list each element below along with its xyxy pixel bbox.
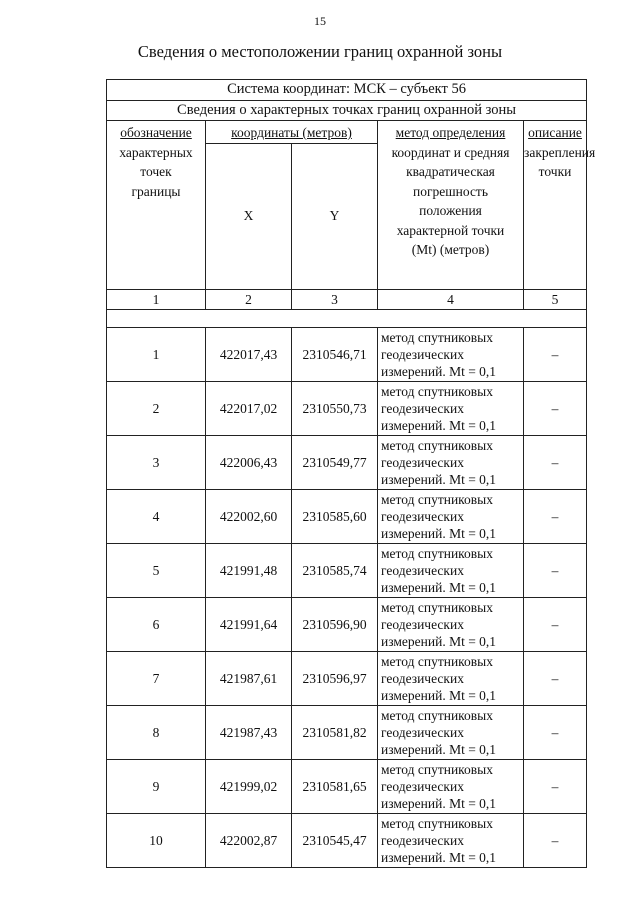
method-line: метод спутниковых [381,546,493,561]
method-cell [378,814,524,868]
y-coordinate-cell: 2310550,73 [292,382,378,436]
y-coordinate-cell: 2310581,82 [292,706,378,760]
table-row [107,652,587,706]
page-number: 15 [314,14,326,28]
header-method: метод определения координат и средняя квадратическая погрешность положения характерной точки (Mt) (метров) [378,121,524,290]
table-row [107,598,587,652]
point-id-cell: 7 [107,652,206,706]
method-line: метод спутниковых [381,330,493,345]
x-coordinate-cell: 422017,43 [206,328,292,382]
point-id-cell: 9 [107,760,206,814]
header-y: Y [292,143,378,289]
method-line: измерений. Mt = 0,1 [381,364,497,379]
method-cell [378,706,524,760]
y-coordinate-cell: 2310596,90 [292,598,378,652]
x-coordinate-cell: 421987,61 [206,652,292,706]
column-number: 3 [292,289,378,310]
fixing-description-cell: – [524,652,587,706]
method-line: метод спутниковых [381,384,493,399]
method-cell [378,652,524,706]
method-line: метод спутниковых [381,708,493,723]
y-coordinate-cell: 2310585,74 [292,544,378,598]
header-fixing-description: описание закрепления точки [524,121,587,290]
header-point-designation: обозначение характерных точек границы [107,121,206,290]
method-line: геодезических [381,563,464,578]
method-line: метод спутниковых [381,654,493,669]
empty-row [107,310,587,328]
y-coordinate-cell: 2310585,60 [292,490,378,544]
method-cell [378,544,524,598]
point-id-cell: 3 [107,436,206,490]
fixing-description-cell: – [524,760,587,814]
column-number: 1 [107,289,206,310]
table-row [107,544,587,598]
method-cell [378,760,524,814]
y-coordinate-cell: 2310581,65 [292,760,378,814]
method-line: геодезических [381,671,464,686]
method-line: измерений. Mt = 0,1 [381,850,497,865]
fixing-description-cell: – [524,436,587,490]
x-coordinate-cell: 421999,02 [206,760,292,814]
table-row [107,814,587,868]
x-coordinate-cell: 422002,87 [206,814,292,868]
method-line: измерений. Mt = 0,1 [381,526,497,541]
fixing-description-cell: – [524,544,587,598]
fixing-description-cell: – [524,814,587,868]
x-coordinate-cell: 421991,48 [206,544,292,598]
point-id-cell: 10 [107,814,206,868]
method-cell [378,598,524,652]
table-row [107,490,587,544]
method-line: измерений. Mt = 0,1 [381,796,497,811]
point-id-cell: 8 [107,706,206,760]
table-row [107,328,587,382]
point-id-cell: 5 [107,544,206,598]
y-coordinate-cell: 2310546,71 [292,328,378,382]
method-line: геодезических [381,833,464,848]
y-coordinate-cell: 2310549,77 [292,436,378,490]
x-coordinate-cell: 421987,43 [206,706,292,760]
coordinate-system-label: Система координат: МСК – субъект 56 [107,80,587,101]
point-id-cell: 1 [107,328,206,382]
coordinates-table [106,79,596,868]
column-number: 5 [524,289,587,310]
method-line: измерений. Mt = 0,1 [381,634,497,649]
fixing-description-cell: – [524,598,587,652]
y-coordinate-cell: 2310596,97 [292,652,378,706]
fixing-description-cell: – [524,490,587,544]
fixing-description-cell: – [524,382,587,436]
method-line: измерений. Mt = 0,1 [381,580,497,595]
method-line: метод спутниковых [381,762,493,777]
method-line: метод спутниковых [381,600,493,615]
header-coordinates: координаты (метров) [206,121,378,144]
table-row [107,760,587,814]
method-cell [378,436,524,490]
method-line: геодезических [381,779,464,794]
method-cell [378,490,524,544]
x-coordinate-cell: 422002,60 [206,490,292,544]
document-title: Сведения о местоположении границ охранной зоны [137,42,503,61]
method-line: измерений. Mt = 0,1 [381,742,497,757]
point-id-cell: 6 [107,598,206,652]
method-line: метод спутниковых [381,438,493,453]
method-line: геодезических [381,347,464,362]
fixing-description-cell: – [524,328,587,382]
x-coordinate-cell: 422006,43 [206,436,292,490]
method-cell [378,328,524,382]
method-line: геодезических [381,455,464,470]
point-id-cell: 4 [107,490,206,544]
method-line: метод спутниковых [381,816,493,831]
x-coordinate-cell: 421991,64 [206,598,292,652]
table-subtitle: Сведения о характерных точках границ охранной зоны [107,100,587,121]
table-row [107,706,587,760]
method-line: геодезических [381,401,464,416]
method-line: геодезических [381,509,464,524]
method-line: геодезических [381,725,464,740]
method-line: измерений. Mt = 0,1 [381,472,497,487]
method-line: метод спутниковых [381,492,493,507]
y-coordinate-cell: 2310545,47 [292,814,378,868]
point-id-cell: 2 [107,382,206,436]
table-row [107,382,587,436]
table-row [107,436,587,490]
header-x: X [206,143,292,289]
column-number: 4 [378,289,524,310]
empty-cell [107,310,587,328]
method-line: геодезических [381,617,464,632]
method-cell [378,382,524,436]
x-coordinate-cell: 422017,02 [206,382,292,436]
fixing-description-cell: – [524,706,587,760]
method-line: измерений. Mt = 0,1 [381,688,497,703]
column-number: 2 [206,289,292,310]
method-line: измерений. Mt = 0,1 [381,418,497,433]
